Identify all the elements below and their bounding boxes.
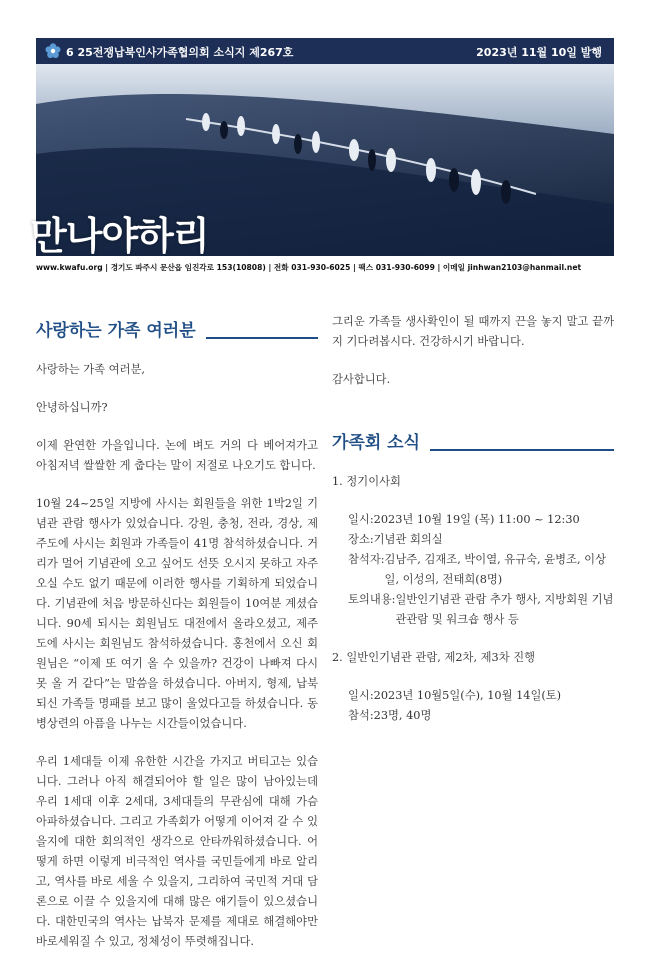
letter-paragraph: 이제 완연한 가을입니다. 논에 벼도 거의 다 베어져가고 아침저녁 쌀쌀한 게 춥다는 말이 저절로 나오기도 합니다.	[36, 439, 318, 472]
news-item-attendees-row: 참석자: 김남주, 김재조, 박이열, 유규숙, 윤병조, 이상일, 이성의, 전태희(8명)	[348, 553, 606, 586]
news-heading-text: 가족회 소식	[332, 433, 421, 453]
news-item-museum-tour	[332, 648, 614, 726]
letter-column	[36, 320, 318, 970]
news-item-agenda-row: 토의내용: 일반인기념관 관람 추가 행사, 지방회원 기념관관람 및 워크숍 행사 등	[348, 593, 614, 626]
letter-paragraph: 그리운 가족들 생사확인이 될 때까지 끈을 놓지 말고 끝까지 기다려봅시다. 건강하시기 바랍니다.	[332, 315, 614, 348]
letter-paragraph: 안녕하십니까?	[36, 401, 108, 414]
flower-logo-icon	[44, 42, 62, 60]
news-item-place-row: 장소: 기념관 회의실	[348, 533, 443, 546]
masthead-title: 만나야하리	[30, 214, 209, 258]
letter-paragraph: 감사합니다.	[332, 373, 391, 386]
letter-paragraph: 10월 24~25일 지방에 사시는 회원들을 위한 1박2일 기념관 관람 행사가 있었습니다. 강원, 충청, 전라, 경상, 제주도에 사시는 회원과 가족들이 41명 참석하셨습니다. 거리가 멀어 기념관에 오고 싶어도 선뜻 오시지 못하고 자주 오실 수도 없기 때문에 이러한 행사를 기획하게 되었습니다. 기념관에 처음 방문하신다는 회원들이 10여분 계셨습니다. 90세 되시는 회원님도 대전에서 올라오셨고, 제주도에 사시는 회원님도 참석하셨습니다. 홍천에서 오신 회원님은 “이제 또 여기 올 수 있을까? 건강이 나빠져 다시 못 올 거 같다”는 말씀을 하셨습니다. 아버지, 형제, 납북되신 가족들 명패를 보고 많이 울었다고들 하셨습니다. 동병상련의 아픔을 나누는 시간들이었습니다.	[36, 497, 318, 730]
letter-heading-text: 사랑하는 가족 여러분	[36, 321, 196, 341]
news-item-date-row: 일시: 2023년 10월5일(수), 10월 14일(토)	[348, 689, 562, 702]
news-item-title: 2. 일반인기념관 관람, 제2차, 제3차 진행	[332, 651, 536, 664]
news-item-title: 1. 정기이사회	[332, 475, 401, 488]
newsletter-issue: 6 25전쟁납북인사가족협의회 소식지 제267호	[66, 46, 294, 59]
header-bar	[36, 38, 614, 64]
news-item-board-meeting	[332, 472, 614, 630]
letter-paragraph: 우리 1세대들 이제 유한한 시간을 가지고 버티고는 있습니다. 그러나 아직 해결되어야 할 일은 많이 남아있는데 우리 1세대 이후 2세대, 3세대들의 무관심에 대해 가슴 아파하셨습니다. 그리고 가족회가 어떻게 이어져 갈 수 있을지에 대한 회의적인 생각으로 안타까워하셨습니다. 어떻게 하면 이렇게 비극적인 역사를 국민들에게 바로 알리고, 역사를 바로 세울 수 있을지, 그리하여 국민적 거대 담론으로 이끌 수 있을지에 대해 많은 얘기들이 있으셨습니다. 대한민국의 역사는 납북자 문제를 제대로 해결해야만 바로세워질 수 있고, 정체성이 뚜렷해집니다.	[36, 755, 318, 948]
heading-rule	[430, 449, 614, 451]
right-column	[332, 312, 614, 726]
news-item-date-row: 일시: 2023년 10월 19일 (목) 11:00 ~ 12:30	[348, 513, 580, 526]
heading-rule	[206, 337, 318, 339]
contact-line: www.kwafu.org | 경기도 파주시 문산읍 임진각로 153(10808) | 전화 031-930-6025 | 팩스 031-930-6099 | 이메일 jinhwan2103@hanmail.net	[36, 263, 582, 272]
issue-date: 2023년 11월 10일 발행	[476, 46, 602, 59]
news-heading	[332, 432, 614, 454]
letter-paragraph: 사랑하는 가족 여러분,	[36, 363, 145, 376]
news-item-attendees-row: 참석: 23명, 40명	[348, 709, 432, 722]
letter-heading	[36, 320, 318, 342]
